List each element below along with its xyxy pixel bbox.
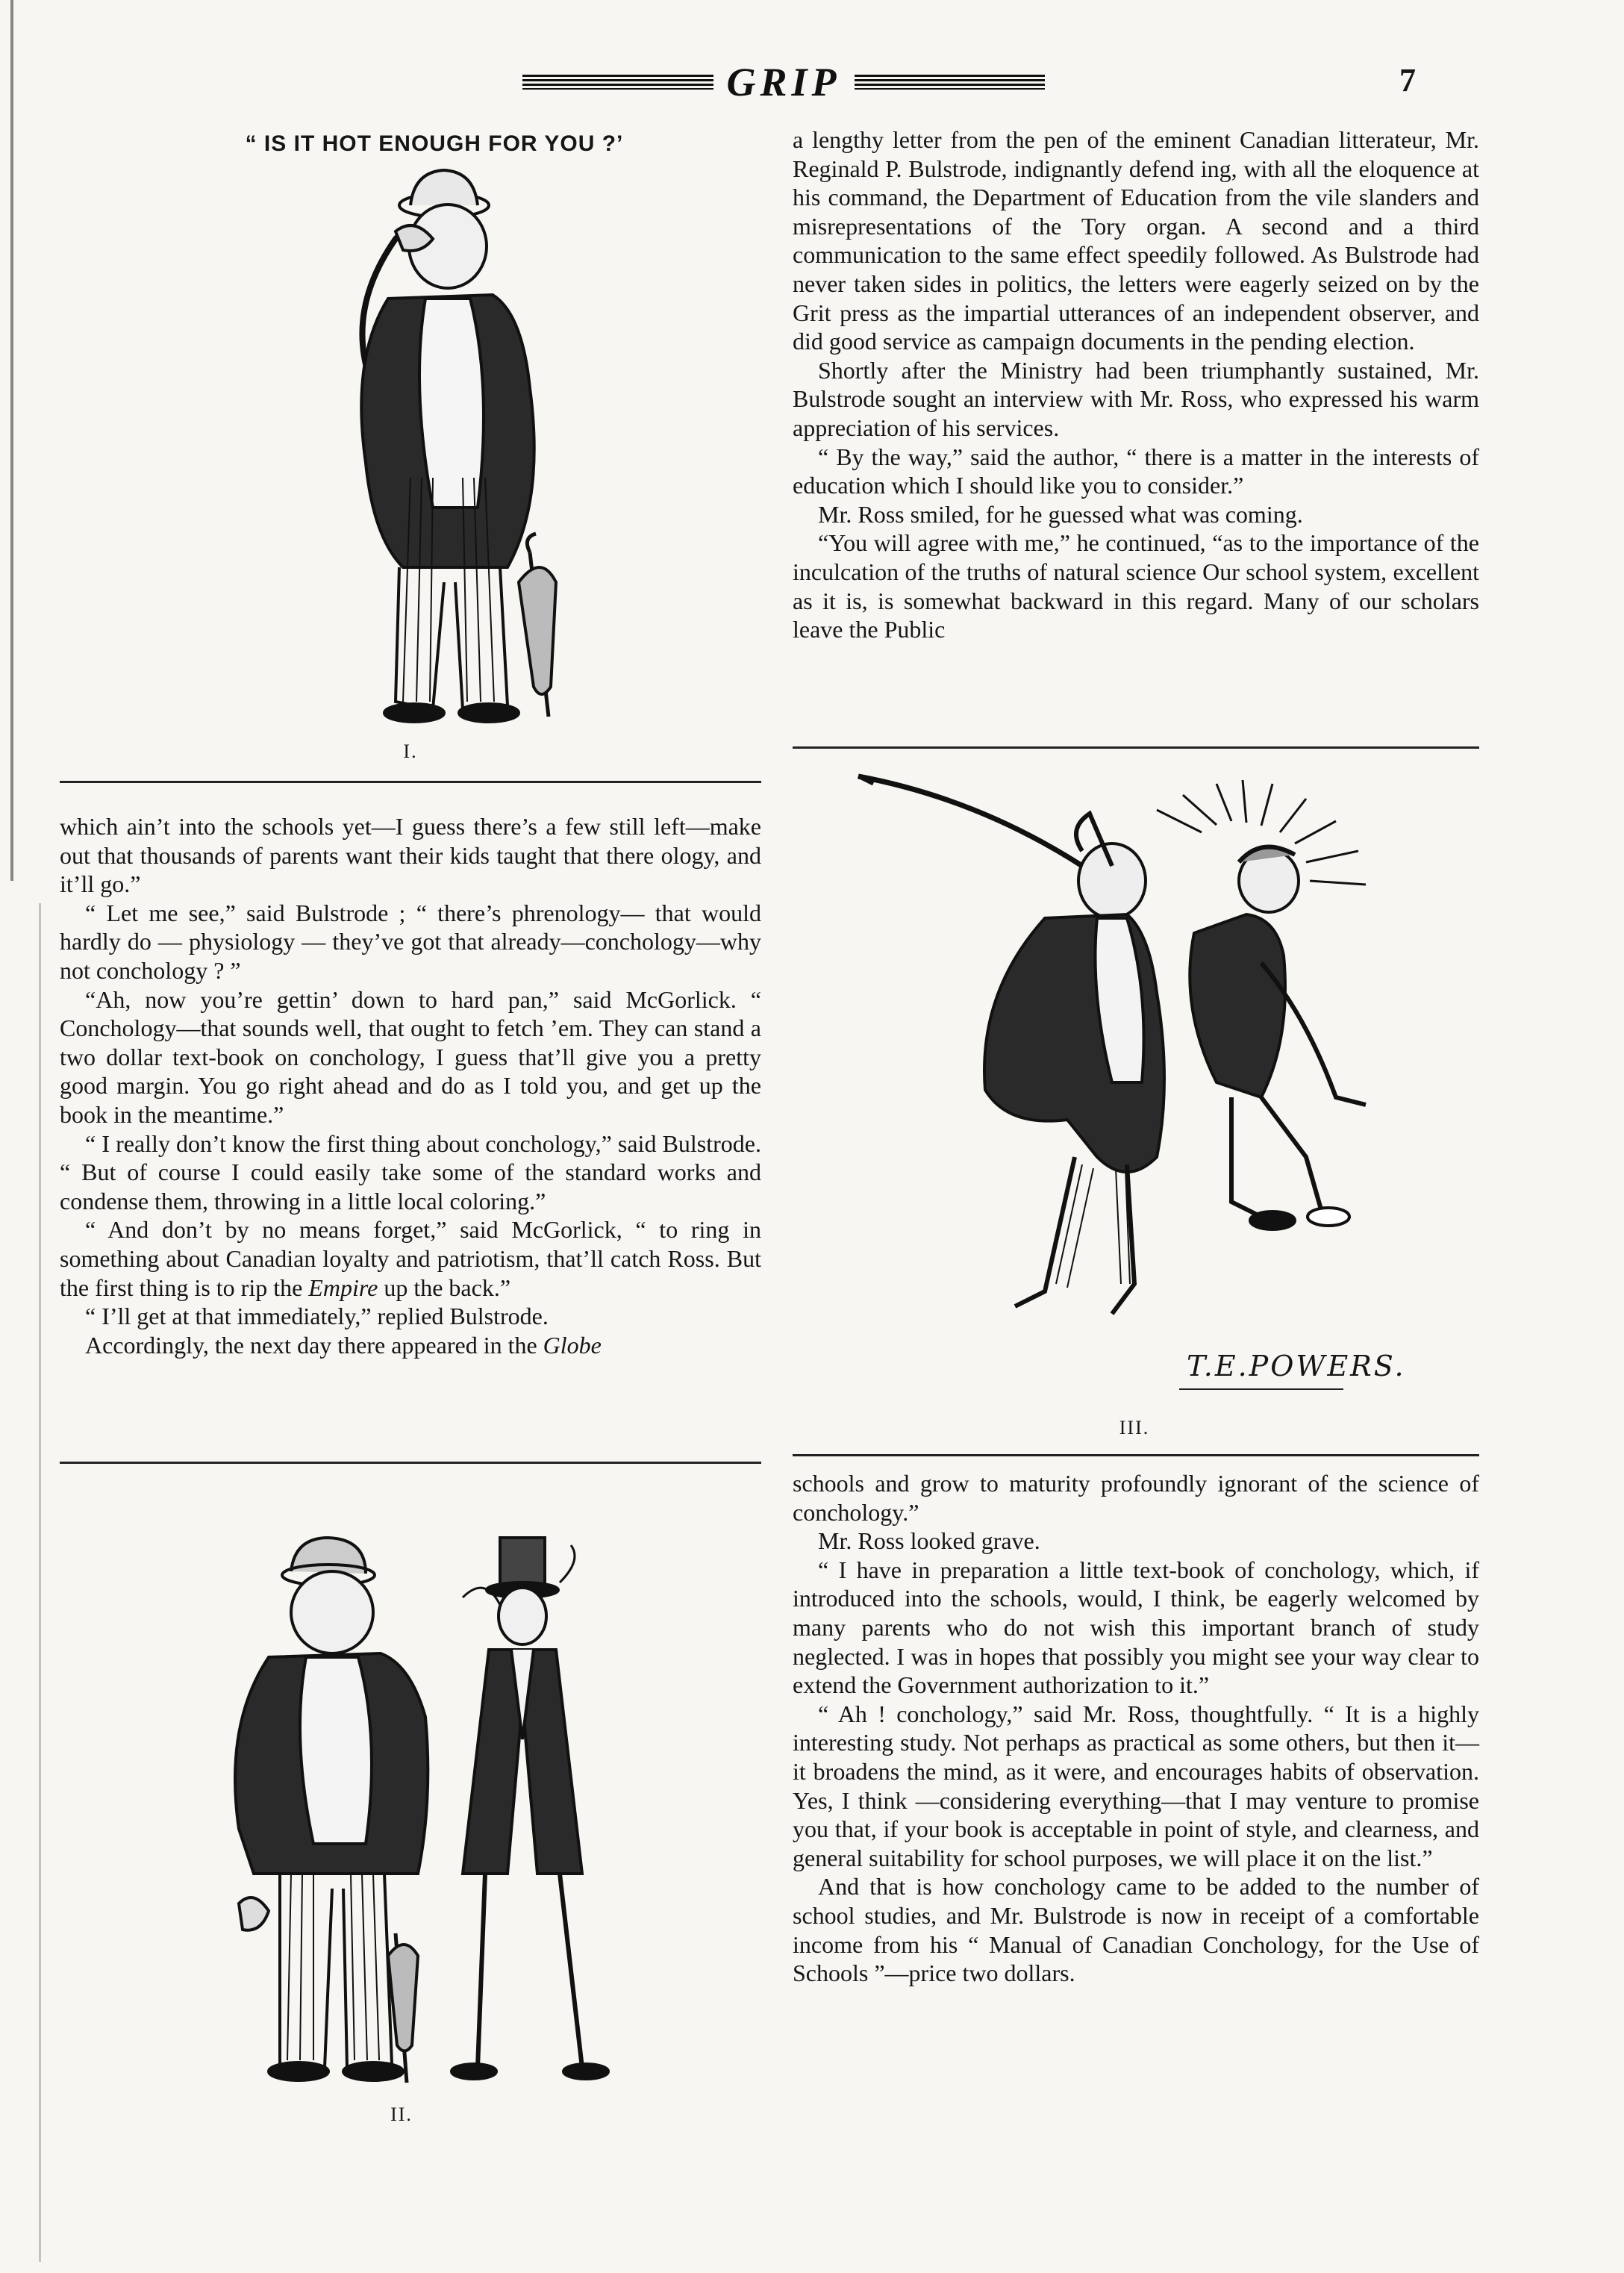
figure-3-illustration bbox=[843, 769, 1425, 1336]
column-right-bottom bbox=[793, 1469, 1479, 1988]
newspaper-name: Empire bbox=[308, 1273, 378, 1301]
paragraph: “Ah, now you’re gettin’ down to hard pan,” said McGorlick. “ Conchology—that sounds well, that ought to fetch ’em. They can stand a two dollar text-book on conchology, I guess that’ll give you a pretty good margin. You go right ahead and do as I told you, and get up the book in the meantime.” bbox=[60, 985, 761, 1128]
divider bbox=[793, 746, 1479, 749]
masthead-rule-right bbox=[855, 75, 1046, 90]
paragraph: “ Ah ! conchology,” said Mr. Ross, thoughtfully. “ It is a highly interesting study. Not perhaps as practical as some others, but then it—it broadens the mind, as it were, and encourages habits of observation. Yes, I think —considering everything—that I may venture to promise you that, if your book is acceptable in point of style, and clearness, and general suitability for school purposes, we will place it on the list.” bbox=[793, 1700, 1479, 1871]
paragraph: “ By the way,” said the author, “ there is a matter in the interests of education which I should like you to consider.” bbox=[793, 443, 1479, 499]
artist-signature: T.E.POWERS. bbox=[1187, 1350, 1406, 1382]
column-left-middle bbox=[60, 812, 761, 1359]
divider bbox=[60, 781, 761, 783]
paragraph: And that is how conchology came to be added to the number of school studies, and Mr. Bulstrode is now in receipt of a comfortable income from his “ Manual of Canadian Conchology, for the Use of Schools ”—price two dollars. bbox=[793, 1873, 1479, 1987]
figure-1-title: “ IS IT HOT ENOUGH FOR YOU ?’ bbox=[245, 131, 624, 156]
page-number: 7 bbox=[1399, 62, 1416, 99]
masthead-rule-left bbox=[522, 75, 713, 90]
figure-3-caption: III. bbox=[1119, 1417, 1150, 1438]
figure-2-illustration bbox=[209, 1515, 672, 2090]
newspaper-name: Globe bbox=[543, 1331, 602, 1359]
figure-1-illustration bbox=[284, 164, 597, 732]
divider bbox=[793, 1454, 1479, 1456]
paragraph: Shortly after the Ministry had been triumphantly sustained, Mr. Bulstrode sought an interview with Mr. Ross, who expressed his warm appreciation of his services. bbox=[793, 356, 1479, 441]
paragraph: “ Let me see,” said Bulstrode ; “ there’s phrenology— that would hardly do — physiology — they’ve got that already—conchology—why not conchology ? ” bbox=[60, 899, 761, 984]
paragraph: “ I’ll get at that immediately,” replied Bulstrode. bbox=[85, 1303, 549, 1330]
figure-1-caption: I. bbox=[403, 740, 418, 762]
text-run: up the back.” bbox=[378, 1273, 511, 1301]
paragraph: which ain’t into the schools yet—I guess there’s a few still left—make out that thousands of parents want their kids taught that there ology, and it’ll go.” bbox=[60, 813, 761, 898]
text-run: “ And don’t by no means forget,” said McGorlick, “ to ring in something about Canadian loyalty and patriotism, that’ll catch Ross. But the first thing is to rip the bbox=[60, 1216, 761, 1301]
figure-2-caption: II. bbox=[390, 2104, 413, 2125]
paragraph: Mr. Ross smiled, for he guessed what was coming. bbox=[818, 500, 1303, 528]
scan-edge-mark bbox=[10, 0, 13, 881]
scan-edge-mark bbox=[39, 903, 41, 2262]
divider bbox=[60, 1462, 761, 1464]
paragraph: schools and grow to maturity profoundly ignorant of the science of conchology.” bbox=[793, 1470, 1479, 1526]
paragraph bbox=[60, 1215, 761, 1302]
signature-underline bbox=[1179, 1388, 1343, 1390]
paragraph: “You will agree with me,” he continued, “as to the importance of the inculcation of the truths of natural science Our school system, excellent as it is, is somewhat backward in this regard. Many of our scholars leave the Public bbox=[793, 529, 1479, 643]
paragraph: a lengthy letter from the pen of the eminent Canadian litterateur, Mr. Reginald P. Bulstrode, indignantly defend ing, with all the eloquence at his command, the Department of Education from the vile slanders and misrepresentations of the Tory organ. A second and a third communication to the same effect speedily followed. As Bulstrode had never taken sides in politics, the letters were eagerly seized on by the Grit press as the impartial utterances of an independent observer, and did good service as campaign documents in the pending election. bbox=[793, 126, 1479, 355]
paragraph: “ I really don’t know the first thing about conchology,” said Bulstrode. “ But of course I could easily take some of the standard works and condense them, throwing in a little local coloring.” bbox=[60, 1129, 761, 1215]
column-right-top bbox=[793, 125, 1479, 644]
text-run: Accordingly, the next day there appeared in the bbox=[85, 1331, 543, 1359]
paragraph: Mr. Ross looked grave. bbox=[818, 1527, 1040, 1555]
paragraph: “ I have in preparation a little text-book of conchology, which, if introduced into the schools, would, I think, be eagerly welcomed by many parents who do not wish this important branch of study neglected. I was in hopes that possibly you might see your way clear to extend the Government authorization to it.” bbox=[793, 1556, 1479, 1699]
masthead-title: GRIP bbox=[726, 60, 841, 105]
masthead bbox=[522, 60, 1045, 105]
paragraph bbox=[60, 1331, 761, 1360]
